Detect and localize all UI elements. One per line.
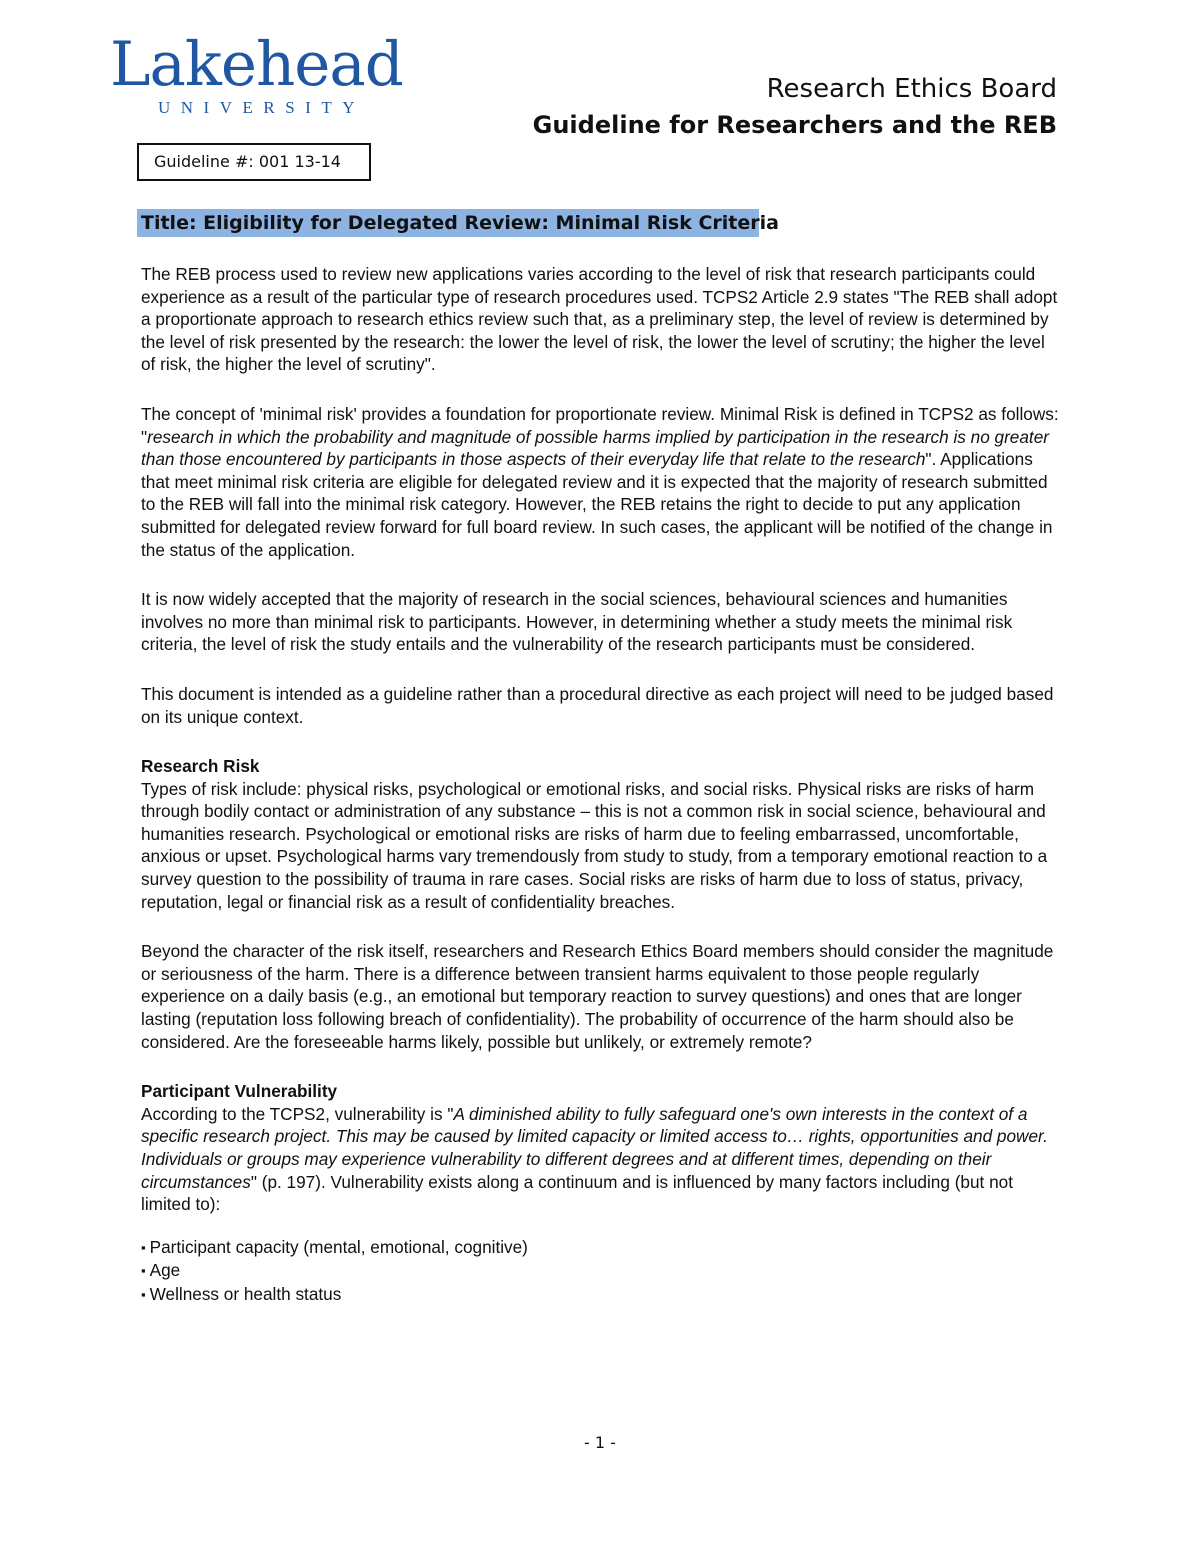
intro-paragraph: The REB process used to review new applications varies according to the level of risk that research participants could experience as a result of the particular type of research procedures used. TCPS2 Article 2.9 states "The REB shall adopt a proportionate approach to research ethics review such that, as a preliminary step, the level of review is determined by the level of risk presented by the research: the lower the level of risk, the lower the level of scrutiny; the higher the level of risk, the higher the level of scrutiny". bbox=[141, 264, 1058, 375]
minimal-risk-text-a: The concept of 'minimal risk' provides a foundation for proportionate review. Minimal Risk is defined in TCPS2 as follows: " bbox=[141, 403, 1059, 447]
list-item: ▪ Wellness or health status bbox=[141, 1283, 1061, 1307]
risk-magnitude-paragraph: Beyond the character of the risk itself, researchers and Research Ethics Board members should consider the magnitude or seriousness of the harm. There is a difference between transient harms equivalent to those people regularly experience on a daily basis (e.g., an emotional but temporary reaction to survey questions) and ones that are longer lasting (reputation loss following breach of confidentiality). The probability of occurrence of the harm should also be considered. Are the foreseeable harms likely, possible but unlikely, or extremely remote? bbox=[141, 941, 1054, 1052]
risk-types-paragraph: Types of risk include: physical risks, psychological or emotional risks, and social risks. Physical risks are risks of harm through bodily contact or administration of any substance – this is not a common risk in social science, behavioural and humanities research. Psychological or emotional risks are risks of harm due to feeling embarrassed, uncomfortable, anxious or upset. Psychological harms vary tremendously from study to study, from a temporary emotional reaction to a survey question to the possibility of trauma in rare cases. Social risks are risks of harm due to loss of status, privacy, reputation, legal or financial risk as a result of confidentiality breaches. bbox=[141, 778, 1048, 912]
vulnerability-definition: A diminished ability to fully safeguard one's own interests in the context of a specific research project. This may be caused by limited capacity or limited access to… rights, opportunities and power. Individuals or groups may experience vulnerability to different degrees and at different times, depending on their circumstances bbox=[141, 1103, 1048, 1192]
list-item: ▪ Participant capacity (mental, emotional, cognitive) bbox=[141, 1236, 1061, 1260]
university-logo bbox=[110, 29, 403, 118]
document-body bbox=[141, 263, 1061, 1307]
document-title: Title: Eligibility for Delegated Review: Minimal Risk Criteria bbox=[137, 209, 759, 237]
research-risk-heading: Research Risk bbox=[141, 756, 260, 777]
logo-wordmark: Lakehead bbox=[110, 29, 403, 100]
board-name: Research Ethics Board bbox=[766, 74, 1057, 104]
guideline-note-paragraph: This document is intended as a guideline rather than a procedural directive as each project will need to be judged based on its unique context. bbox=[141, 683, 1054, 727]
minimal-risk-text-b: ". Applications that meet minimal risk criteria are eligible for delegated review and it is expected that the majority of research submitted to the REB will fall into the minimal risk category. However, the REB retains the right to decide to put any application submitted for delegated review forward for full board review. In such cases, the applicant will be notified of the change in the status of the application. bbox=[141, 449, 1053, 560]
vulnerability-paragraph bbox=[141, 1103, 1061, 1216]
list-item: ▪ Age bbox=[141, 1259, 1061, 1283]
page-number: - 1 - bbox=[584, 1433, 616, 1452]
document-header bbox=[533, 72, 1057, 144]
guideline-heading: Guideline for Researchers and the REB bbox=[532, 111, 1057, 139]
guideline-number-box: Guideline #: 001 13-14 bbox=[137, 143, 371, 181]
logo-subtitle: UNIVERSITY bbox=[158, 98, 365, 117]
vulnerability-factors-list bbox=[141, 1236, 1061, 1307]
social-sciences-paragraph: It is now widely accepted that the majority of research in the social sciences, behavioural sciences and humanities involves no more than minimal risk to participants. However, in determining whether a study meets the minimal risk criteria, the level of risk the study entails and the vulnerability of the research participants must be considered. bbox=[141, 589, 1013, 655]
minimal-risk-paragraph bbox=[141, 403, 1061, 561]
minimal-risk-definition: research in which the probability and magnitude of possible harms implied by participation in the research is no greater than those encountered by participants in those aspects of their everyday life that relate to the research bbox=[141, 426, 1049, 470]
vulnerability-heading: Participant Vulnerability bbox=[141, 1081, 338, 1102]
vulnerability-text-a: According to the TCPS2, vulnerability is " bbox=[141, 1103, 454, 1124]
vulnerability-text-b: " (p. 197). Vulnerability exists along a continuum and is influenced by many factors including (but not limited to): bbox=[141, 1171, 1013, 1215]
